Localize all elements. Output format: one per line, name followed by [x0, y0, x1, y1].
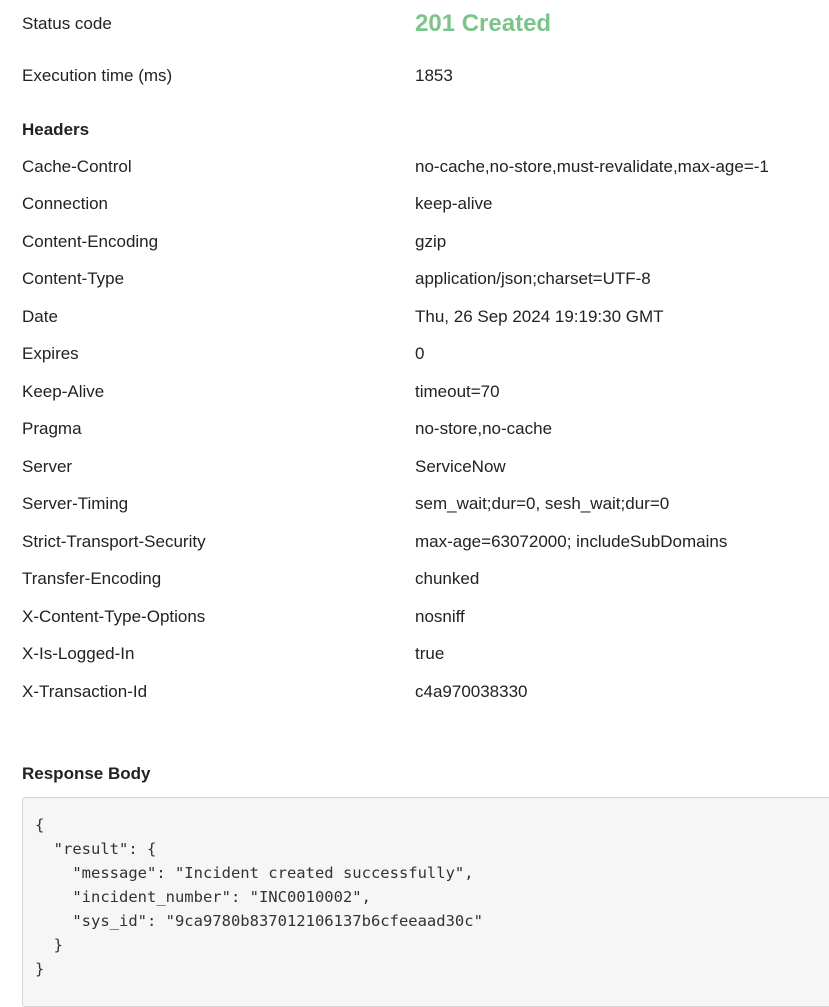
header-row — [22, 230, 829, 254]
response-body-title: Response Body — [22, 764, 151, 783]
status-row — [22, 12, 829, 36]
header-value: keep-alive — [415, 194, 493, 213]
header-value: gzip — [415, 232, 447, 251]
header-row — [22, 680, 829, 704]
header-name: Server — [22, 457, 73, 476]
header-value: no-cache,no-store,must-revalidate,max-age=-1 — [415, 157, 769, 176]
status-code-value: 201 Created — [415, 10, 552, 37]
header-name: Date — [22, 307, 58, 326]
header-value: c4a970038330 — [415, 682, 528, 701]
header-row — [22, 305, 829, 329]
header-value: max-age=63072000; includeSubDomains — [415, 532, 728, 551]
header-row — [22, 155, 829, 179]
header-row — [22, 530, 829, 554]
header-name: Strict-Transport-Security — [22, 532, 206, 551]
header-name: Content-Type — [22, 269, 125, 288]
execution-time-value: 1853 — [415, 66, 453, 85]
header-name: X-Content-Type-Options — [22, 607, 206, 626]
execution-time-row — [22, 64, 829, 88]
header-name: Cache-Control — [22, 157, 132, 176]
header-value: no-store,no-cache — [415, 419, 553, 438]
header-value: true — [415, 644, 445, 663]
headers-title: Headers — [22, 120, 90, 139]
header-value: ServiceNow — [415, 457, 506, 476]
header-value: sem_wait;dur=0, sesh_wait;dur=0 — [415, 494, 670, 513]
header-row — [22, 642, 829, 666]
response-body-panel[interactable] — [22, 797, 829, 1007]
status-code-label: Status code — [22, 14, 112, 33]
header-value: 0 — [415, 344, 425, 363]
header-name: X-Is-Logged-In — [22, 644, 135, 663]
response-body-code[interactable]: { "result": { "message": "Incident created successfully", "incident_number": "INC0010002", "sys_id": "9ca9780b837012106137b6cfeeaad30c" } } — [35, 816, 483, 978]
header-name: Content-Encoding — [22, 232, 159, 251]
header-row — [22, 192, 829, 216]
header-row — [22, 267, 829, 291]
header-value: Thu, 26 Sep 2024 19:19:30 GMT — [415, 307, 664, 326]
header-value: nosniff — [415, 607, 465, 626]
header-name: Transfer-Encoding — [22, 569, 162, 588]
execution-time-label: Execution time (ms) — [22, 66, 173, 85]
header-value: chunked — [415, 569, 480, 588]
header-value: application/json;charset=UTF-8 — [415, 269, 651, 288]
header-name: Server-Timing — [22, 494, 129, 513]
header-row — [22, 567, 829, 591]
header-name: Keep-Alive — [22, 382, 105, 401]
header-name: Connection — [22, 194, 109, 213]
header-name: X-Transaction-Id — [22, 682, 148, 701]
header-value: timeout=70 — [415, 382, 500, 401]
header-row — [22, 342, 829, 366]
header-row — [22, 605, 829, 629]
header-name: Pragma — [22, 419, 82, 438]
header-row — [22, 492, 829, 516]
header-row — [22, 455, 829, 479]
header-name: Expires — [22, 344, 79, 363]
header-row — [22, 380, 829, 404]
header-row — [22, 417, 829, 441]
